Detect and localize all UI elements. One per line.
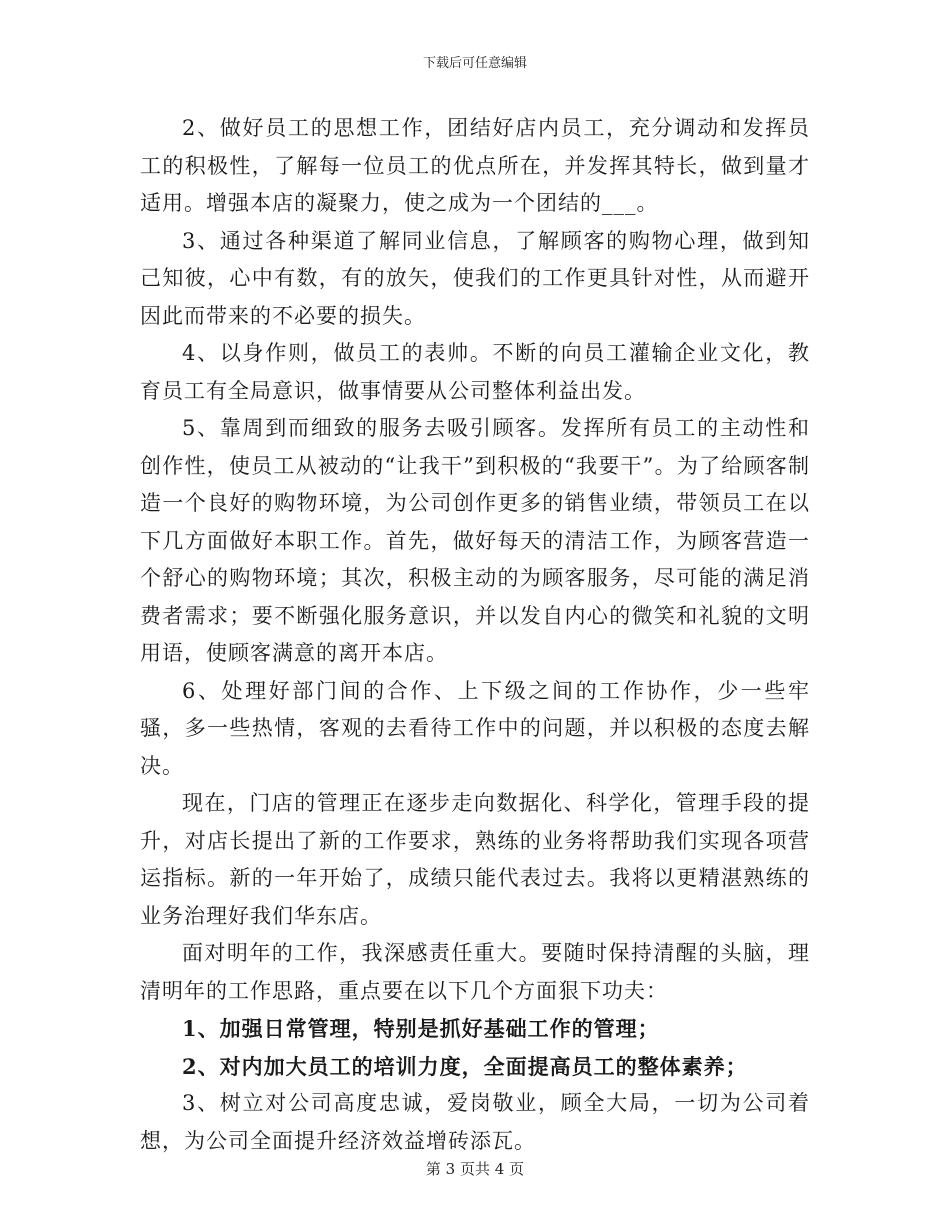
paragraph-item-6: 6、处理好部门间的合作、上下级之间的工作协作，少一些牢骚，多一些热情，客观的去看待工作中的问题，并以积极的态度去解决。 (140, 678, 810, 778)
bold-point-1: 1、加强日常管理，特别是抓好基础工作的管理； (182, 1016, 660, 1041)
paragraph-item-4: 4、以身作则，做员工的表帅。不断的向员工灌输企业文化，教育员工有全局意识，做事情要从公司整体利益出发。 (140, 341, 810, 403)
bold-point-2: 2、对内加大员工的培训力度，全面提高员工的整体素养； (182, 1053, 748, 1079)
document-body (140, 110, 810, 1160)
paragraph-item-5: 5、靠周到而细致的服务去吸引顾客。发挥所有员工的主动性和创作性，使员工从被动的“让我干”到积极的“我要干”。为了给顾客制造一个良好的购物环境，为公司创作更多的销售业绩，带领员工在以下几方面做好本职工作。首先，做好每天的清洁工作，为顾客营造一个舒心的购物环境；其次，积极主动的为顾客服务，尽可能的满足消费者需求；要不断强化服务意识，并以发自内心的微笑和礼貌的文明用语，使顾客满意的离开本店。 (140, 416, 810, 665)
page-footer: 第 3 页共 4 页 (425, 1160, 525, 1178)
paragraph-current-status: 现在，门店的管理正在逐步走向数据化、科学化，管理手段的提升，对店长提出了新的工作要求，熟练的业务将帮助我们实现各项营运指标。新的一年开始了，成绩只能代表过去。我将以更精湛熟练的业务治理好我们华东店。 (140, 791, 810, 928)
paragraph-item-3: 3、通过各种渠道了解同业信息，了解顾客的购物心理，做到知己知彼，心中有数，有的放矢，使我们的工作更具针对性，从而避开因此而带来的不必要的损失。 (140, 228, 810, 328)
paragraph-item-2: 2、做好员工的思想工作，团结好店内员工，充分调动和发挥员工的积极性，了解每一位员工的优点所在，并发挥其特长，做到量才适用。增强本店的凝聚力，使之成为一个团结的___。 (140, 116, 810, 215)
paragraph-next-year: 面对明年的工作，我深感责任重大。要随时保持清醒的头脑，理清明年的工作思路，重点要在以下几个方面狠下功夫： (140, 941, 810, 1003)
page-header: 下载后可任意编辑 (422, 56, 527, 71)
paragraph-point-3: 3、树立对公司高度忠诚，爱岗敬业，顾全大局，一切为公司着想，为公司全面提升经济效益增砖添瓦。 (140, 1091, 810, 1153)
